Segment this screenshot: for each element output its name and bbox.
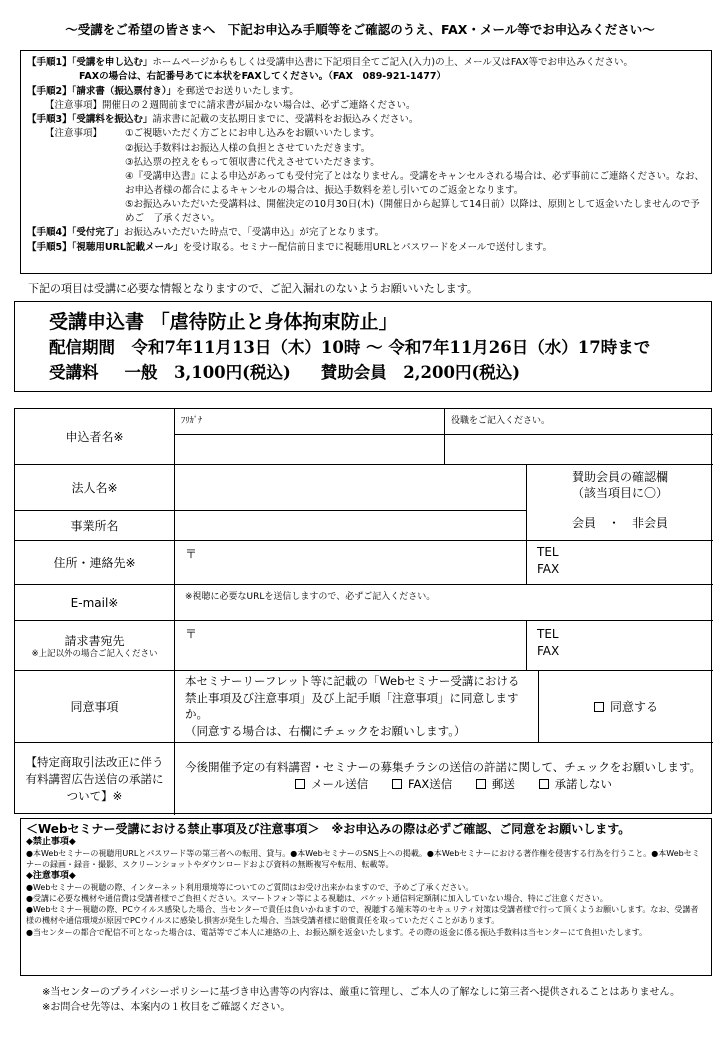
law-opt4: 承諾しない bbox=[554, 777, 613, 791]
rules-box bbox=[20, 818, 712, 976]
step-3-note-5: ⑤お振込みいただいた受講料は、開催決定の10月30日(木)（開催日から起算して14日前）以降は、原則として返金いたしませんので予めご 了承ください。 bbox=[125, 199, 700, 225]
email-field[interactable] bbox=[175, 585, 713, 621]
position-label: 役職をご記入ください。 bbox=[451, 416, 551, 426]
step-1-label: 【手順1】「受講を申し込む」 bbox=[27, 57, 153, 68]
step-5 bbox=[27, 241, 705, 255]
step-3-note-row bbox=[27, 127, 705, 141]
billing-postal-mark: 〒 bbox=[185, 627, 198, 641]
furigana-label: ﾌﾘｶﾞﾅ bbox=[181, 416, 203, 426]
billing-label-cell bbox=[15, 621, 175, 671]
step-4 bbox=[27, 226, 705, 240]
note-2: ●受講に必要な機材や通信費は受講者様でご負担ください。スマートフォン等による視聴は、パケット通信料定額制に加入していない場合、特にご注意ください。 bbox=[26, 894, 608, 904]
law-opt4-checkbox[interactable] bbox=[539, 779, 549, 789]
position-field[interactable] bbox=[445, 409, 713, 435]
step-2-note: 【注意事項】開催日の２週間前までに請求書が届かない場合は、必ずご連絡ください。 bbox=[45, 99, 416, 111]
rules-heading: ＜Webセミナー受講における禁止事項及び注意事項＞ ※お申込みの際は必ずご確認、ご同意をお願いします。 bbox=[26, 822, 631, 836]
postal-mark: 〒 bbox=[185, 547, 198, 561]
law-label: 【特定商取引法改正に伴う有料講習広告送信の承諾について】※ bbox=[15, 743, 175, 815]
step-3-note-2: ②振込手数料はお振込人様の負担とさせていただきます。 bbox=[125, 142, 371, 154]
applicant-name-field[interactable] bbox=[175, 435, 445, 465]
office-label: 事業所名 bbox=[15, 511, 175, 541]
steps-box bbox=[20, 50, 712, 274]
member-options[interactable]: 会員 ・ 非会員 bbox=[527, 505, 713, 541]
tel-label: TEL bbox=[537, 545, 559, 559]
prohibited-text: ●本Webセミナーの視聴用URLとパスワード等の第三者への転用、貸与。●本WebセミナーのSNS上への掲載。●本Webセミナーにおける著作権を侵害する行為を行うこと。●本Webセミナーの録画・録音・撮影、スクリーンショットやダウンロードおよび資料の無断複写や転用、転載等。 bbox=[26, 849, 700, 870]
fee-label: 受講料 bbox=[49, 363, 99, 382]
step-3 bbox=[27, 113, 705, 127]
fee-line bbox=[49, 360, 711, 385]
corp-field[interactable] bbox=[175, 465, 527, 511]
notes-heading: ◆注意事項◆ bbox=[26, 870, 76, 881]
billing-label: 請求書宛先 bbox=[64, 633, 125, 648]
address-contact[interactable] bbox=[527, 541, 713, 585]
law-opt3-checkbox[interactable] bbox=[476, 779, 486, 789]
note-3: ●Webセミナー視聴の際、PCウイルス感染した場合、当センターで責任は負いかねますので、視聴する端末等のセキュリティ対策は受講者様で行って頂くようお願いします。なお、受講者様の機材や通信環境が原因でPCウイルスに感染し損害が発生した場合、当該受講者様に賠償責任を取っていただくことがあります。 bbox=[26, 905, 699, 926]
furigana-field[interactable] bbox=[175, 409, 445, 435]
step-2-text: を郵送でお送りいたします。 bbox=[176, 85, 299, 97]
step-3-note-label: 【注意事項】 bbox=[45, 128, 103, 140]
intro-text: 下記の項目は受講に必要な情報となりますので、ご記入漏れのないようお願いいたします。 bbox=[28, 282, 478, 295]
law-opt2: FAX送信 bbox=[407, 777, 453, 791]
email-note: ※視聴に必要なURLを送信しますので、必ずご記入ください。 bbox=[185, 592, 436, 602]
law-cell bbox=[175, 743, 713, 815]
step-1-fax: FAXの場合は、右記番号あてに本状をFAXしてください。（FAX 089-921-1477） bbox=[79, 71, 446, 83]
form-title: 受講申込書 「虐待防止と身体拘束防止」 bbox=[49, 311, 398, 333]
step-3-note-3: ③払込票の控えをもって領収書に代えさせていただきます。 bbox=[125, 157, 380, 169]
law-text: 今後開催予定の有料講習・セミナーの募集チラシの送信の許諾に関して、チェックをお願いします。 bbox=[185, 760, 701, 774]
consent-checkbox[interactable] bbox=[594, 702, 604, 712]
step-3-text: 請求書に記載の支払期日までに、受講料をお振込みください。 bbox=[152, 114, 419, 126]
fax-label: FAX bbox=[537, 562, 560, 576]
position-value-field[interactable] bbox=[445, 435, 713, 465]
header-instructions: ～受講をご希望の皆さまへ 下記お申込み手順等をご確認のうえ、FAX・メール等でお申込みください～ bbox=[65, 22, 655, 37]
step-5-text: を受け取る。セミナー配信前日までに視聴用URLとパスワードをメールで送付します。 bbox=[182, 241, 553, 253]
application-form bbox=[14, 408, 712, 814]
consent-label: 同意事項 bbox=[15, 671, 175, 743]
address-label: 住所・連絡先※ bbox=[15, 541, 175, 585]
law-opt1-checkbox[interactable] bbox=[295, 779, 305, 789]
consent-check-label: 同意する bbox=[609, 700, 658, 714]
title-box bbox=[14, 301, 712, 392]
step-3-note-4: ④『受講申込書』による申込があっても受付完了とはなりません。受講をキャンセルされる場合は、必ず事前にご連絡ください。なお、お申込者様の都合によるキャンセルの場合は、振込手数料を差し引いてのご返金となります。 bbox=[125, 171, 704, 197]
address-field[interactable] bbox=[175, 541, 527, 585]
member-check-label: 賛助会員の確認欄 （該当項目に〇） bbox=[571, 470, 668, 500]
step-3-note-1: ①ご視聴いただく方ごとにお申し込みをお願いいたします。 bbox=[125, 128, 380, 140]
billing-field[interactable] bbox=[175, 621, 527, 671]
step-3-label: 【手順3】「受講料を振込む」 bbox=[27, 114, 153, 126]
billing-fax-label: FAX bbox=[537, 644, 560, 658]
step-2-label: 【手順2】「請求書（振込票付き）」 bbox=[27, 85, 177, 97]
note-1: ●Webセミナーの視聴の際、インターネット利用環境等についてのご質問はお受け出来かねますので、予めご了承ください。 bbox=[26, 882, 474, 892]
delivery-period: 配信期間 令和7年11月13日（木）10時 ～ 令和7年11月26日（水）17時まで bbox=[49, 338, 651, 357]
billing-tel-label: TEL bbox=[537, 627, 559, 641]
step-1-text: ホームページからもしくは受講申込書に下記項目全てご記入(入力)の上、メール又はFAX等でお申込みください。 bbox=[152, 57, 634, 68]
law-opt2-checkbox[interactable] bbox=[392, 779, 402, 789]
footer-privacy: ※当センターのプライバシーポリシーに基づき申込書等の内容は、厳重に管理し、ご本人の了解なしに第三者へ提供されることはありません。※お問合せ先等は、本案内の１枚目をご確認ください。 bbox=[42, 987, 681, 1013]
step-2 bbox=[27, 85, 705, 99]
prohibited-heading: ◆禁止事項◆ bbox=[26, 837, 76, 847]
applicant-label: 申込者名※ bbox=[15, 409, 175, 465]
fee-member: 賛助会員 2,200円(税込) bbox=[320, 363, 521, 382]
law-options bbox=[185, 776, 703, 793]
office-field[interactable] bbox=[175, 511, 527, 541]
step-4-text: お振込みいただいた時点で、「受講申込」が完了となります。 bbox=[123, 227, 385, 239]
corp-label: 法人名※ bbox=[15, 465, 175, 511]
consent-text: 本セミナーリーフレット等に記載の「Webセミナー受講における禁止事項及び注意事項」及び上記手順「注意事項」に同意しますか。 （同意する場合は、右欄にチェックをお願いします。） bbox=[175, 671, 539, 743]
note-4: ●当センターの都合で配信不可となった場合は、電話等でご本人に連絡の上、お振込額を返金いたします。その際の返金に係る振込手数料は当センターにて負担いたします。 bbox=[26, 927, 648, 937]
step-1 bbox=[27, 56, 705, 70]
law-opt1: メール送信 bbox=[311, 777, 369, 791]
step-5-label: 【手順5】「視聴用URL記載メール」 bbox=[27, 241, 183, 253]
step-4-label: 【手順4】「受付完了」 bbox=[27, 227, 124, 239]
law-opt3: 郵送 bbox=[491, 777, 515, 791]
consent-check[interactable] bbox=[539, 671, 713, 743]
billing-contact[interactable] bbox=[527, 621, 713, 671]
email-label: E-mail※ bbox=[15, 585, 175, 621]
fee-general: 一般 3,100円(税込) bbox=[124, 363, 291, 382]
billing-note: ※上記以外の場合ご記入ください bbox=[31, 648, 158, 659]
